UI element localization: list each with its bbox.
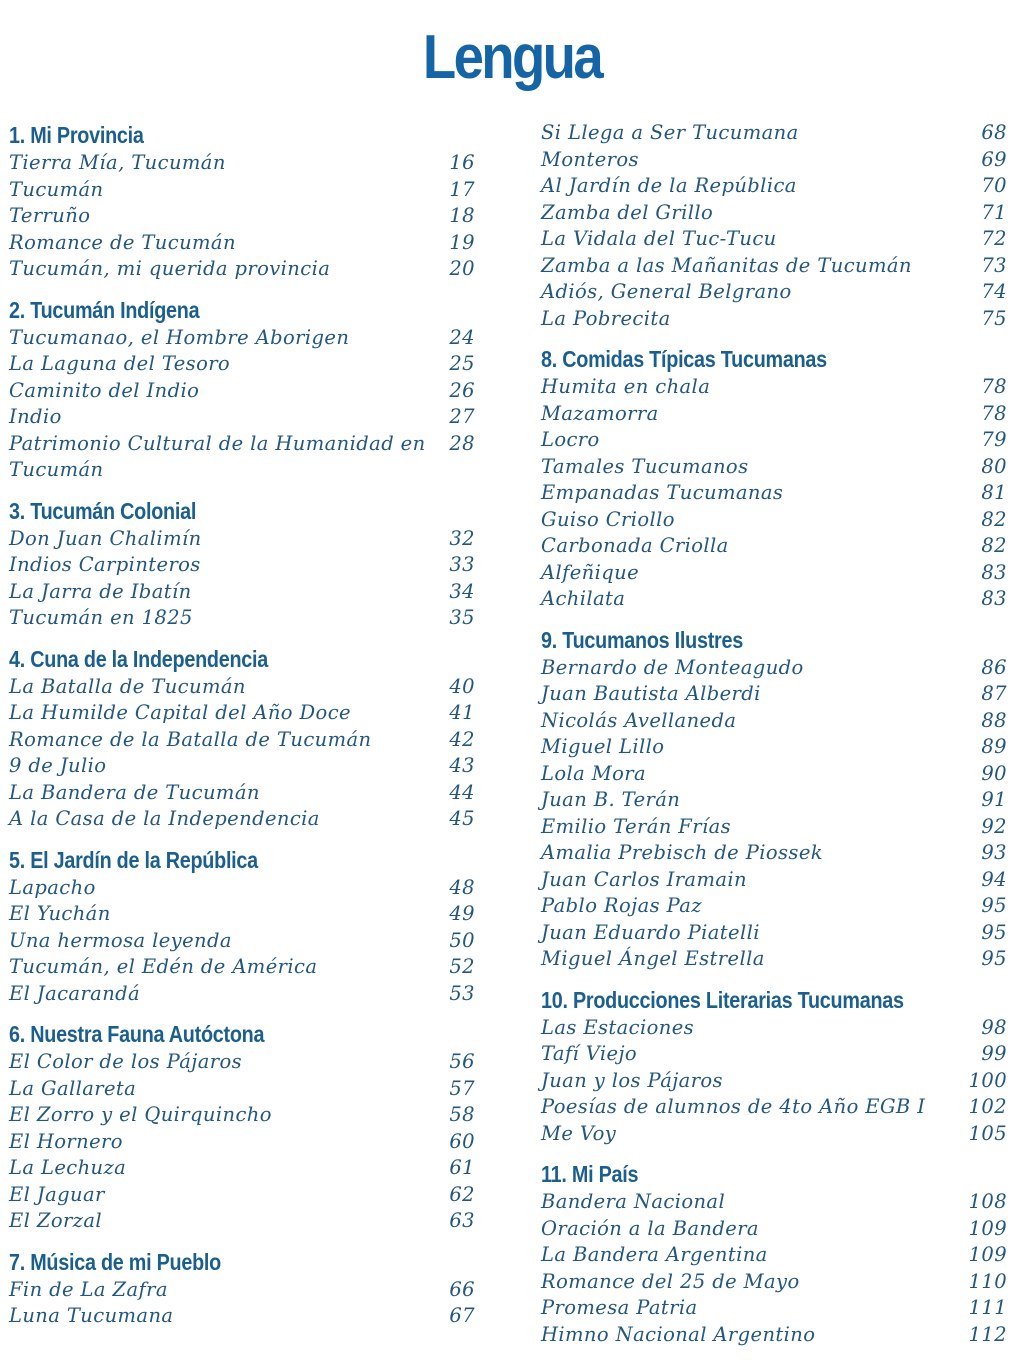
entry-title: El Jaguar xyxy=(9,1182,105,1206)
entry-page-number: 111 xyxy=(968,1296,1007,1319)
toc-entry[interactable] xyxy=(9,806,475,833)
toc-entry[interactable] xyxy=(9,700,475,727)
entry-title: Al Jardín de la República xyxy=(541,174,797,197)
entry-page-number: 72 xyxy=(981,227,1007,250)
entry-title: Guiso Criollo xyxy=(541,507,675,531)
entry-page-number: 75 xyxy=(981,306,1007,330)
entry-page-number: 63 xyxy=(449,1209,475,1232)
toc-right-column xyxy=(541,120,1007,1360)
toc-entry[interactable] xyxy=(9,1129,475,1156)
toc-entry[interactable] xyxy=(541,1015,1007,1042)
entry-title: Juan Bautista Alberdi xyxy=(541,682,761,705)
entry-title: El Yuchán xyxy=(9,902,111,925)
entry-page-number: 33 xyxy=(449,553,475,576)
entry-page-number: 60 xyxy=(449,1129,475,1153)
toc-section xyxy=(9,1247,475,1330)
entry-page-number: 48 xyxy=(449,875,475,899)
entry-page-number: 95 xyxy=(981,894,1007,917)
entry-title: Tafí Viejo xyxy=(541,1042,638,1065)
toc-entry[interactable] xyxy=(541,200,1007,227)
entry-page-number: 109 xyxy=(968,1216,1007,1240)
entry-title: Promesa Patria xyxy=(541,1296,698,1319)
toc-entry[interactable] xyxy=(541,480,1007,507)
entry-page-number: 112 xyxy=(968,1322,1007,1346)
entry-page-number: 52 xyxy=(449,955,475,978)
entry-title: Si Llega a Ser Tucumana xyxy=(541,121,799,144)
toc-entry[interactable] xyxy=(9,579,475,606)
toc-entry[interactable] xyxy=(9,526,475,553)
toc-entry[interactable] xyxy=(9,431,475,484)
entry-page-number: 91 xyxy=(981,788,1007,811)
entry-page-number: 83 xyxy=(981,560,1007,584)
entry-page-number: 99 xyxy=(981,1042,1007,1065)
entry-title: Fin de La Zafra xyxy=(9,1277,168,1301)
toc-entry[interactable] xyxy=(541,681,1007,708)
entry-title: Pablo Rojas Paz xyxy=(541,894,702,917)
entry-page-number: 86 xyxy=(981,655,1007,679)
toc-entry[interactable] xyxy=(541,655,1007,682)
toc-entry[interactable] xyxy=(9,1049,475,1076)
entry-title: Miguel Ángel Estrella xyxy=(541,947,765,970)
entry-title: Tucumán xyxy=(9,177,104,201)
entry-page-number: 56 xyxy=(449,1050,475,1073)
toc-entry[interactable] xyxy=(541,1295,1007,1322)
page-title: Lengua xyxy=(422,23,602,92)
entry-title: Juan Carlos Iramain xyxy=(541,867,747,891)
entry-page-number: 68 xyxy=(981,121,1007,144)
entry-title: Bandera Nacional xyxy=(541,1190,726,1213)
entry-page-number: 74 xyxy=(981,280,1007,303)
toc-entry[interactable] xyxy=(9,875,475,902)
entry-title: Caminito del Indio xyxy=(9,378,200,402)
entry-page-number: 102 xyxy=(968,1095,1007,1118)
toc-entry[interactable] xyxy=(9,1182,475,1209)
toc-entry[interactable] xyxy=(541,708,1007,735)
entry-title: Tucumán en 1825 xyxy=(9,606,193,629)
entry-title: La Pobrecita xyxy=(541,306,671,330)
toc-entry[interactable] xyxy=(541,306,1007,333)
entry-page-number: 66 xyxy=(449,1277,475,1301)
entry-title: La Gallareta xyxy=(9,1076,137,1100)
entry-title: Romance del 25 de Mayo xyxy=(541,1269,800,1293)
toc-entry[interactable] xyxy=(541,427,1007,454)
entry-title: Empanadas Tucumanas xyxy=(541,481,784,504)
toc-entry[interactable] xyxy=(9,378,475,405)
entry-page-number: 40 xyxy=(449,674,475,698)
entry-page-number: 95 xyxy=(981,947,1007,970)
section-heading-3-tucuman-colonial: 3. Tucumán Colonial xyxy=(9,497,197,524)
entry-title: Tucumanao, el Hombre Aborigen xyxy=(9,325,350,349)
toc-entry[interactable] xyxy=(541,454,1007,481)
toc-entry[interactable] xyxy=(541,1068,1007,1095)
entry-title: Alfeñique xyxy=(541,560,640,584)
entry-title: La Jarra de Ibatín xyxy=(9,579,192,603)
section-heading-7-musica-de-mi-pueblo: 7. Música de mi Pueblo xyxy=(9,1248,221,1275)
entry-page-number: 19 xyxy=(449,230,475,254)
toc-entry[interactable] xyxy=(541,893,1007,920)
entry-page-number: 57 xyxy=(449,1076,475,1100)
toc-entry[interactable] xyxy=(9,780,475,807)
entry-page-number: 88 xyxy=(981,708,1007,732)
entry-title: La Vidala del Tuc-Tucu xyxy=(541,227,777,250)
entry-title: Tamales Tucumanos xyxy=(541,454,749,478)
toc-entry[interactable] xyxy=(9,605,475,632)
toc-entry[interactable] xyxy=(541,1041,1007,1068)
toc-entry[interactable] xyxy=(541,1322,1007,1349)
toc-entry[interactable] xyxy=(9,1102,475,1129)
toc-entry[interactable] xyxy=(541,120,1007,147)
entry-page-number: 17 xyxy=(449,177,475,201)
entry-page-number: 81 xyxy=(981,481,1007,504)
toc-entry[interactable] xyxy=(541,507,1007,534)
toc-entry[interactable] xyxy=(9,727,475,754)
entry-page-number: 69 xyxy=(981,147,1007,171)
toc-entry[interactable] xyxy=(541,814,1007,841)
entry-page-number: 108 xyxy=(968,1190,1007,1213)
entry-title: Romance de la Batalla de Tucumán xyxy=(9,727,372,751)
entry-page-number: 42 xyxy=(449,727,475,751)
toc-section xyxy=(9,644,475,833)
entry-title: El Zorro y el Quirquincho xyxy=(9,1103,272,1126)
toc-entry[interactable] xyxy=(9,552,475,579)
entry-title: Tucumán, mi querida provincia xyxy=(9,257,331,280)
entry-page-number: 109 xyxy=(968,1243,1007,1266)
entry-page-number: 78 xyxy=(981,375,1007,398)
entry-title: Miguel Lillo xyxy=(541,735,665,758)
entry-title: Nicolás Avellaneda xyxy=(541,708,737,732)
entry-title: Una hermosa leyenda xyxy=(9,928,232,952)
entry-page-number: 94 xyxy=(981,867,1007,891)
section-heading-5-el-jardin-de-la-republica: 5. El Jardín de la República xyxy=(9,846,258,873)
entry-title: Juan B. Terán xyxy=(541,788,681,811)
entry-page-number: 105 xyxy=(968,1121,1007,1145)
entry-page-number: 24 xyxy=(449,325,475,349)
entry-page-number: 82 xyxy=(981,534,1007,557)
entry-page-number: 41 xyxy=(449,701,475,724)
toc-entry[interactable] xyxy=(541,1242,1007,1269)
toc-entry[interactable] xyxy=(541,1216,1007,1243)
toc-section xyxy=(541,344,1007,613)
entry-page-number: 32 xyxy=(449,526,475,550)
entry-title: Indios Carpinteros xyxy=(9,553,201,576)
entry-page-number: 58 xyxy=(449,1103,475,1126)
entry-title: Amalia Prebisch de Piossek xyxy=(541,841,823,864)
entry-title: Zamba a las Mañanitas de Tucumán xyxy=(541,253,912,277)
entry-page-number: 53 xyxy=(449,981,475,1005)
entry-title: Juan Eduardo Piatelli xyxy=(541,920,760,944)
entry-page-number: 87 xyxy=(981,682,1007,705)
toc-entry[interactable] xyxy=(9,928,475,955)
toc-entry[interactable] xyxy=(541,840,1007,867)
entry-title: Patrimonio Cultural de la Humanidad en Tucumán xyxy=(9,431,426,481)
toc-section xyxy=(9,120,475,283)
entry-title: Romance de Tucumán xyxy=(9,230,236,254)
entry-page-number: 49 xyxy=(449,902,475,925)
section-heading-10-producciones-literarias-tucumanas: 10. Producciones Literarias Tucumanas xyxy=(541,986,904,1013)
toc-entry[interactable] xyxy=(9,203,475,230)
entry-page-number: 71 xyxy=(981,200,1007,224)
toc-entry[interactable] xyxy=(541,279,1007,306)
entry-title: Tucumán, el Edén de América xyxy=(9,955,318,978)
entry-title: Luna Tucumana xyxy=(9,1304,174,1327)
entry-page-number: 34 xyxy=(449,579,475,603)
toc-entry[interactable] xyxy=(9,753,475,780)
entry-title: Mazamorra xyxy=(541,401,659,425)
entry-title: Himno Nacional Argentino xyxy=(541,1322,816,1346)
toc-entry[interactable] xyxy=(9,150,475,177)
entry-page-number: 110 xyxy=(968,1269,1007,1293)
toc-entry[interactable] xyxy=(541,226,1007,253)
toc-entry[interactable] xyxy=(9,1076,475,1103)
toc-entry[interactable] xyxy=(541,1269,1007,1296)
entry-title: Monteros xyxy=(541,147,639,171)
toc-entry[interactable] xyxy=(9,177,475,204)
toc-entry[interactable] xyxy=(541,374,1007,401)
entry-page-number: 82 xyxy=(981,507,1007,531)
entry-page-number: 90 xyxy=(981,761,1007,785)
entry-page-number: 83 xyxy=(981,587,1007,610)
toc-entry[interactable] xyxy=(9,230,475,257)
entry-title: Achilata xyxy=(541,587,626,610)
entry-title: Zamba del Grillo xyxy=(541,200,714,224)
entry-page-number: 79 xyxy=(981,428,1007,451)
entry-title: La Humilde Capital del Año Doce xyxy=(9,701,351,724)
entry-page-number: 26 xyxy=(449,378,475,402)
entry-title: Juan y los Pájaros xyxy=(541,1068,723,1092)
entry-page-number: 20 xyxy=(449,257,475,280)
toc-entry[interactable] xyxy=(541,173,1007,200)
entry-page-number: 44 xyxy=(449,780,475,804)
toc-entry[interactable] xyxy=(541,533,1007,560)
toc-entry[interactable] xyxy=(541,1121,1007,1148)
entry-title: Carbonada Criolla xyxy=(541,534,729,557)
toc-entry[interactable] xyxy=(9,981,475,1008)
toc-section xyxy=(541,1159,1007,1348)
entry-title: La Lechuza xyxy=(9,1156,127,1179)
entry-title: Me Voy xyxy=(541,1121,617,1145)
toc-left-column xyxy=(9,120,475,1342)
entry-title: Emilio Terán Frías xyxy=(541,814,732,838)
entry-title: Las Estaciones xyxy=(541,1015,695,1039)
toc-entry[interactable] xyxy=(541,1189,1007,1216)
entry-page-number: 62 xyxy=(449,1182,475,1206)
toc-entry[interactable] xyxy=(541,761,1007,788)
entry-page-number: 93 xyxy=(981,841,1007,864)
toc-section xyxy=(9,496,475,632)
entry-title: Terruño xyxy=(9,204,91,227)
toc-entry[interactable] xyxy=(541,787,1007,814)
toc-entry[interactable] xyxy=(9,1208,475,1235)
entry-page-number: 80 xyxy=(981,454,1007,478)
toc-section xyxy=(9,1019,475,1235)
toc-entry[interactable] xyxy=(9,1303,475,1330)
toc-entry[interactable] xyxy=(541,147,1007,174)
entry-title: Locro xyxy=(541,428,600,451)
entry-page-number: 92 xyxy=(981,814,1007,838)
entry-page-number: 89 xyxy=(981,735,1007,758)
entry-title: Indio xyxy=(9,405,62,428)
entry-page-number: 78 xyxy=(981,401,1007,425)
toc-entry[interactable] xyxy=(541,560,1007,587)
toc-entry[interactable] xyxy=(9,1277,475,1304)
entry-title: Humita en chala xyxy=(541,375,711,398)
entry-page-number: 28 xyxy=(449,431,475,455)
entry-page-number: 27 xyxy=(449,405,475,428)
entry-title: Tierra Mía, Tucumán xyxy=(9,151,226,174)
entry-title: A la Casa de la Independencia xyxy=(9,807,320,830)
entry-page-number: 35 xyxy=(449,606,475,629)
toc-entry[interactable] xyxy=(9,256,475,283)
section-heading-1-mi-provincia: 1. Mi Provincia xyxy=(9,122,144,148)
entry-title: Poesías de alumnos de 4to Año EGB I xyxy=(541,1095,926,1118)
entry-title: El Color de los Pájaros xyxy=(9,1050,243,1073)
entry-title: Lola Mora xyxy=(541,761,647,785)
entry-page-number: 70 xyxy=(981,174,1007,197)
section-heading-11-mi-pais: 11. Mi País xyxy=(541,1161,639,1187)
section-heading-2-tucuman-indigena: 2. Tucumán Indígena xyxy=(9,296,200,323)
section-heading-4-cuna-de-la-independencia: 4. Cuna de la Independencia xyxy=(9,645,269,672)
entry-title: La Bandera de Tucumán xyxy=(9,780,260,804)
entry-title: La Laguna del Tesoro xyxy=(9,352,231,375)
section-heading-6-nuestra-fauna-autoctona: 6. Nuestra Fauna Autóctona xyxy=(9,1021,265,1047)
entry-page-number: 100 xyxy=(968,1068,1007,1092)
entry-page-number: 16 xyxy=(449,151,475,174)
entry-title: 9 de Julio xyxy=(9,754,107,777)
entry-page-number: 67 xyxy=(449,1304,475,1327)
toc-entry[interactable] xyxy=(541,401,1007,428)
entry-title: Adiós, General Belgrano xyxy=(541,280,792,303)
toc-section xyxy=(541,120,1007,332)
toc-entry[interactable] xyxy=(9,404,475,431)
toc-entry[interactable] xyxy=(541,253,1007,280)
toc-section xyxy=(9,845,475,1008)
entry-title: Don Juan Chalimín xyxy=(9,526,202,550)
entry-page-number: 61 xyxy=(449,1156,475,1179)
toc-entry[interactable] xyxy=(541,867,1007,894)
entry-page-number: 98 xyxy=(981,1015,1007,1039)
entry-title: El Jacarandá xyxy=(9,981,141,1005)
entry-title: La Batalla de Tucumán xyxy=(9,674,246,698)
toc-entry[interactable] xyxy=(541,1094,1007,1121)
entry-page-number: 18 xyxy=(449,204,475,227)
section-heading-9-tucumanos-ilustres: 9. Tucumanos Ilustres xyxy=(541,626,743,653)
entry-title: Oración a la Bandera xyxy=(541,1216,759,1240)
entry-title: Bernardo de Monteagudo xyxy=(541,655,804,679)
toc-entry[interactable] xyxy=(541,946,1007,973)
toc-entry[interactable] xyxy=(9,954,475,981)
entry-title: Lapacho xyxy=(9,875,96,899)
entry-page-number: 73 xyxy=(981,253,1007,277)
entry-title: El Hornero xyxy=(9,1129,123,1153)
entry-title: El Zorzal xyxy=(9,1209,103,1232)
toc-entry[interactable] xyxy=(541,734,1007,761)
entry-title: La Bandera Argentina xyxy=(541,1243,768,1266)
entry-page-number: 43 xyxy=(449,754,475,777)
toc-entry[interactable] xyxy=(9,901,475,928)
entry-page-number: 50 xyxy=(449,928,475,952)
toc-section xyxy=(541,985,1007,1148)
section-heading-8-comidas-tipicas-tucumanas: 8. Comidas Típicas Tucumanas xyxy=(541,346,827,372)
toc-entry[interactable] xyxy=(541,920,1007,947)
toc-section xyxy=(541,625,1007,973)
toc-entry[interactable] xyxy=(9,674,475,701)
entry-page-number: 45 xyxy=(449,807,475,830)
toc-entry[interactable] xyxy=(9,325,475,352)
entry-page-number: 25 xyxy=(449,352,475,375)
toc-section xyxy=(9,295,475,484)
entry-page-number: 95 xyxy=(981,920,1007,944)
toc-entry[interactable] xyxy=(9,1155,475,1182)
toc-entry[interactable] xyxy=(541,586,1007,613)
toc-entry[interactable] xyxy=(9,351,475,378)
